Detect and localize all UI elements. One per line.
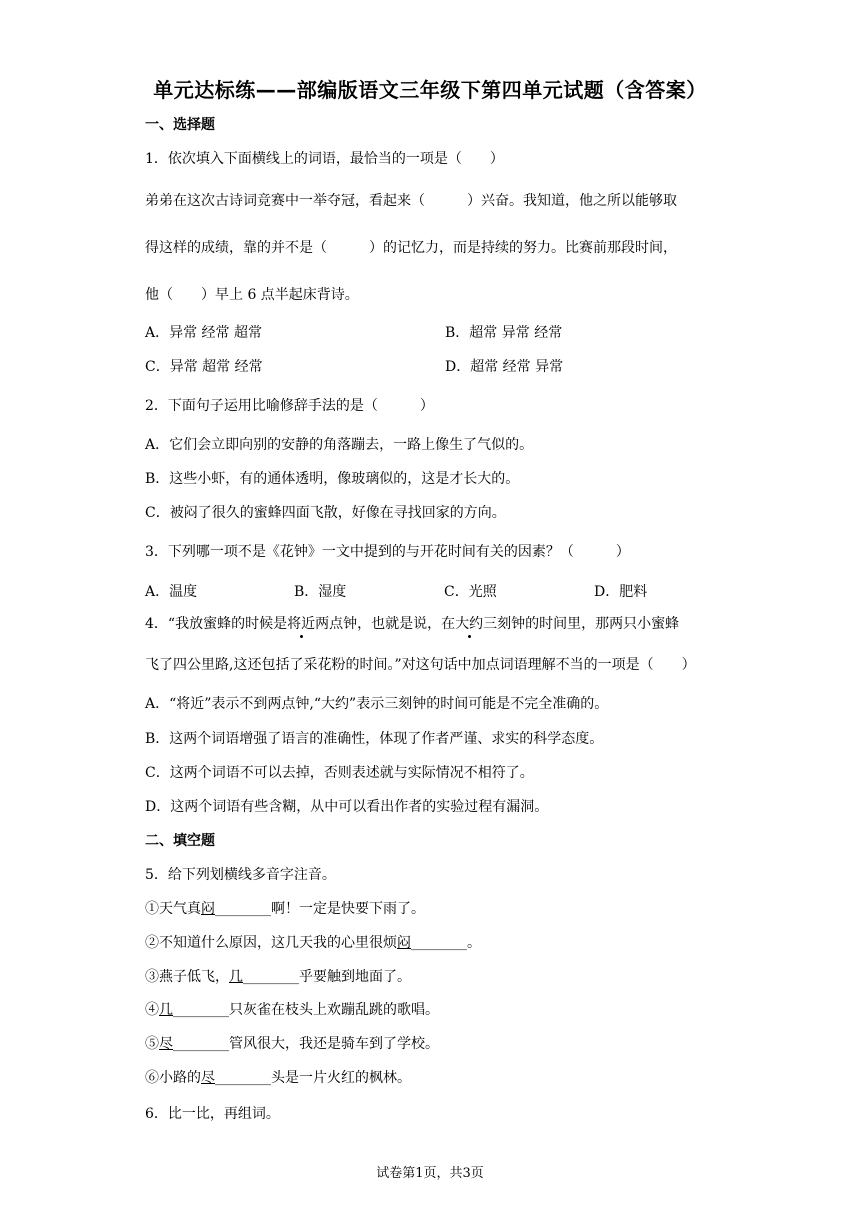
q5-item-6-pre: ⑥小路的 bbox=[145, 1070, 201, 1086]
q5-item-2 bbox=[145, 932, 481, 952]
q5-item-3 bbox=[145, 966, 411, 986]
q5-item-1-char: 闷 bbox=[201, 901, 215, 917]
q4-text-pre: 4．“我放蜜蜂的时候是 bbox=[145, 616, 288, 632]
q5-item-1-post: ________啊！一定是快要下雨了。 bbox=[215, 901, 425, 917]
q5-item-1-pre: ①天气真 bbox=[145, 901, 201, 917]
q1-stem: 1．依次填入下面横线上的词语，最恰当的一项是（ ） bbox=[145, 151, 504, 167]
q5-item-6 bbox=[145, 1067, 411, 1087]
q1-option-a: A．异常 经常 超常 bbox=[145, 325, 263, 341]
q3-option-c: C．光照 bbox=[444, 584, 497, 600]
q5-item-1 bbox=[145, 898, 425, 918]
q4-dotted-word-1: 将近 bbox=[287, 616, 316, 632]
q5-item-4-post: ________只灰雀在枝头上欢蹦乱跳的歌唱。 bbox=[173, 1002, 439, 1018]
q5-item-2-char: 闷 bbox=[397, 935, 411, 951]
section-heading-choice: 一、选择题 bbox=[145, 117, 215, 133]
q1-option-b: B．超常 异常 经常 bbox=[445, 325, 563, 341]
q1-passage-line-2: 得这样的成绩，靠的并不是（ ）的记忆力，而是持续的努力。比赛前那段时间， bbox=[145, 240, 677, 256]
q5-item-5-pre: ⑤ bbox=[145, 1036, 159, 1052]
q5-item-5 bbox=[145, 1033, 439, 1053]
q1-option-c: C．异常 超常 经常 bbox=[145, 359, 263, 375]
q4-option-b: B．这两个词语增强了语言的准确性，体现了作者严谨、求实的科学态度。 bbox=[145, 731, 604, 747]
q1-passage-line-3: 他（ ）早上 6 点半起床背诗。 bbox=[145, 287, 359, 303]
page-title: 单元达标练——部编版语文三年级下第四单元试题（含答案） bbox=[153, 78, 707, 102]
q5-item-5-post: ________管风很大，我还是骑车到了学校。 bbox=[173, 1036, 439, 1052]
q5-item-6-post: ________头是一片火红的枫林。 bbox=[215, 1070, 411, 1086]
q5-item-4-pre: ④ bbox=[145, 1002, 159, 1018]
q3-option-a: A．温度 bbox=[145, 584, 198, 600]
q3-option-b: B．湿度 bbox=[294, 584, 347, 600]
q5-item-4-char: 几 bbox=[159, 1002, 173, 1018]
q3-option-d: D．肥料 bbox=[594, 584, 648, 600]
q5-item-5-char: 尽 bbox=[159, 1036, 173, 1052]
q2-stem: 2．下面句子运用比喻修辞手法的是（ ） bbox=[145, 398, 434, 414]
q3-stem: 3．下列哪一项不是《花钟》一文中提到的与开花时间有关的因素？（ ） bbox=[145, 544, 630, 560]
q4-stem-line-2: 飞了四公里路,这还包括了采花粉的时间。”对这句话中加点词语理解不当的一项是（ ） bbox=[145, 657, 696, 673]
section-heading-fill: 二、填空题 bbox=[145, 833, 215, 849]
q4-stem-line-1 bbox=[145, 613, 679, 633]
q4-option-d: D．这两个词语有些含糊，从中可以看出作者的实验过程有漏洞。 bbox=[145, 799, 549, 815]
page-footer: 试卷第1页，共3页 bbox=[376, 1166, 484, 1181]
q6-stem: 6．比一比，再组词。 bbox=[145, 1106, 280, 1122]
q2-option-c: C．被闷了很久的蜜蜂四面飞散，好像在寻找回家的方向。 bbox=[145, 505, 506, 521]
q4-dotted-word-2: 大约 bbox=[455, 616, 484, 632]
q5-item-3-char: 几 bbox=[229, 969, 243, 985]
q5-item-6-char: 尽 bbox=[201, 1070, 215, 1086]
q5-item-3-pre: ③燕子低飞， bbox=[145, 969, 229, 985]
q5-item-3-post: ________乎要触到地面了。 bbox=[243, 969, 411, 985]
q2-option-a: A．它们会立即向别的安静的角落蹦去，一路上像生了气似的。 bbox=[145, 437, 534, 453]
q4-option-c: C．这两个词语不可以去掉，否则表述就与实际情况不相符了。 bbox=[145, 765, 534, 781]
q5-item-4 bbox=[145, 999, 439, 1019]
q4-text-post: 三刻钟的时间里，那两只小蜜蜂 bbox=[483, 616, 680, 632]
q4-text-mid: 两点钟，也就是说，在 bbox=[315, 616, 456, 632]
q5-item-2-post: ________。 bbox=[411, 935, 481, 951]
q1-option-d: D．超常 经常 异常 bbox=[445, 359, 564, 375]
q5-item-2-pre: ②不知道什么原因，这几天我的心里很烦 bbox=[145, 935, 397, 951]
q1-passage-line-1: 弟弟在这次古诗词竞赛中一举夺冠，看起来（ ）兴奋。我知道，他之所以能够取 bbox=[145, 193, 677, 209]
q4-option-a: A．“将近”表示不到两点钟,“大约”表示三刻钟的时间可能是不完全准确的。 bbox=[145, 696, 609, 712]
q2-option-b: B．这些小虾，有的通体透明，像玻璃似的，这是才长大的。 bbox=[145, 471, 520, 487]
q5-stem: 5．给下列划横线多音字注音。 bbox=[145, 867, 336, 883]
